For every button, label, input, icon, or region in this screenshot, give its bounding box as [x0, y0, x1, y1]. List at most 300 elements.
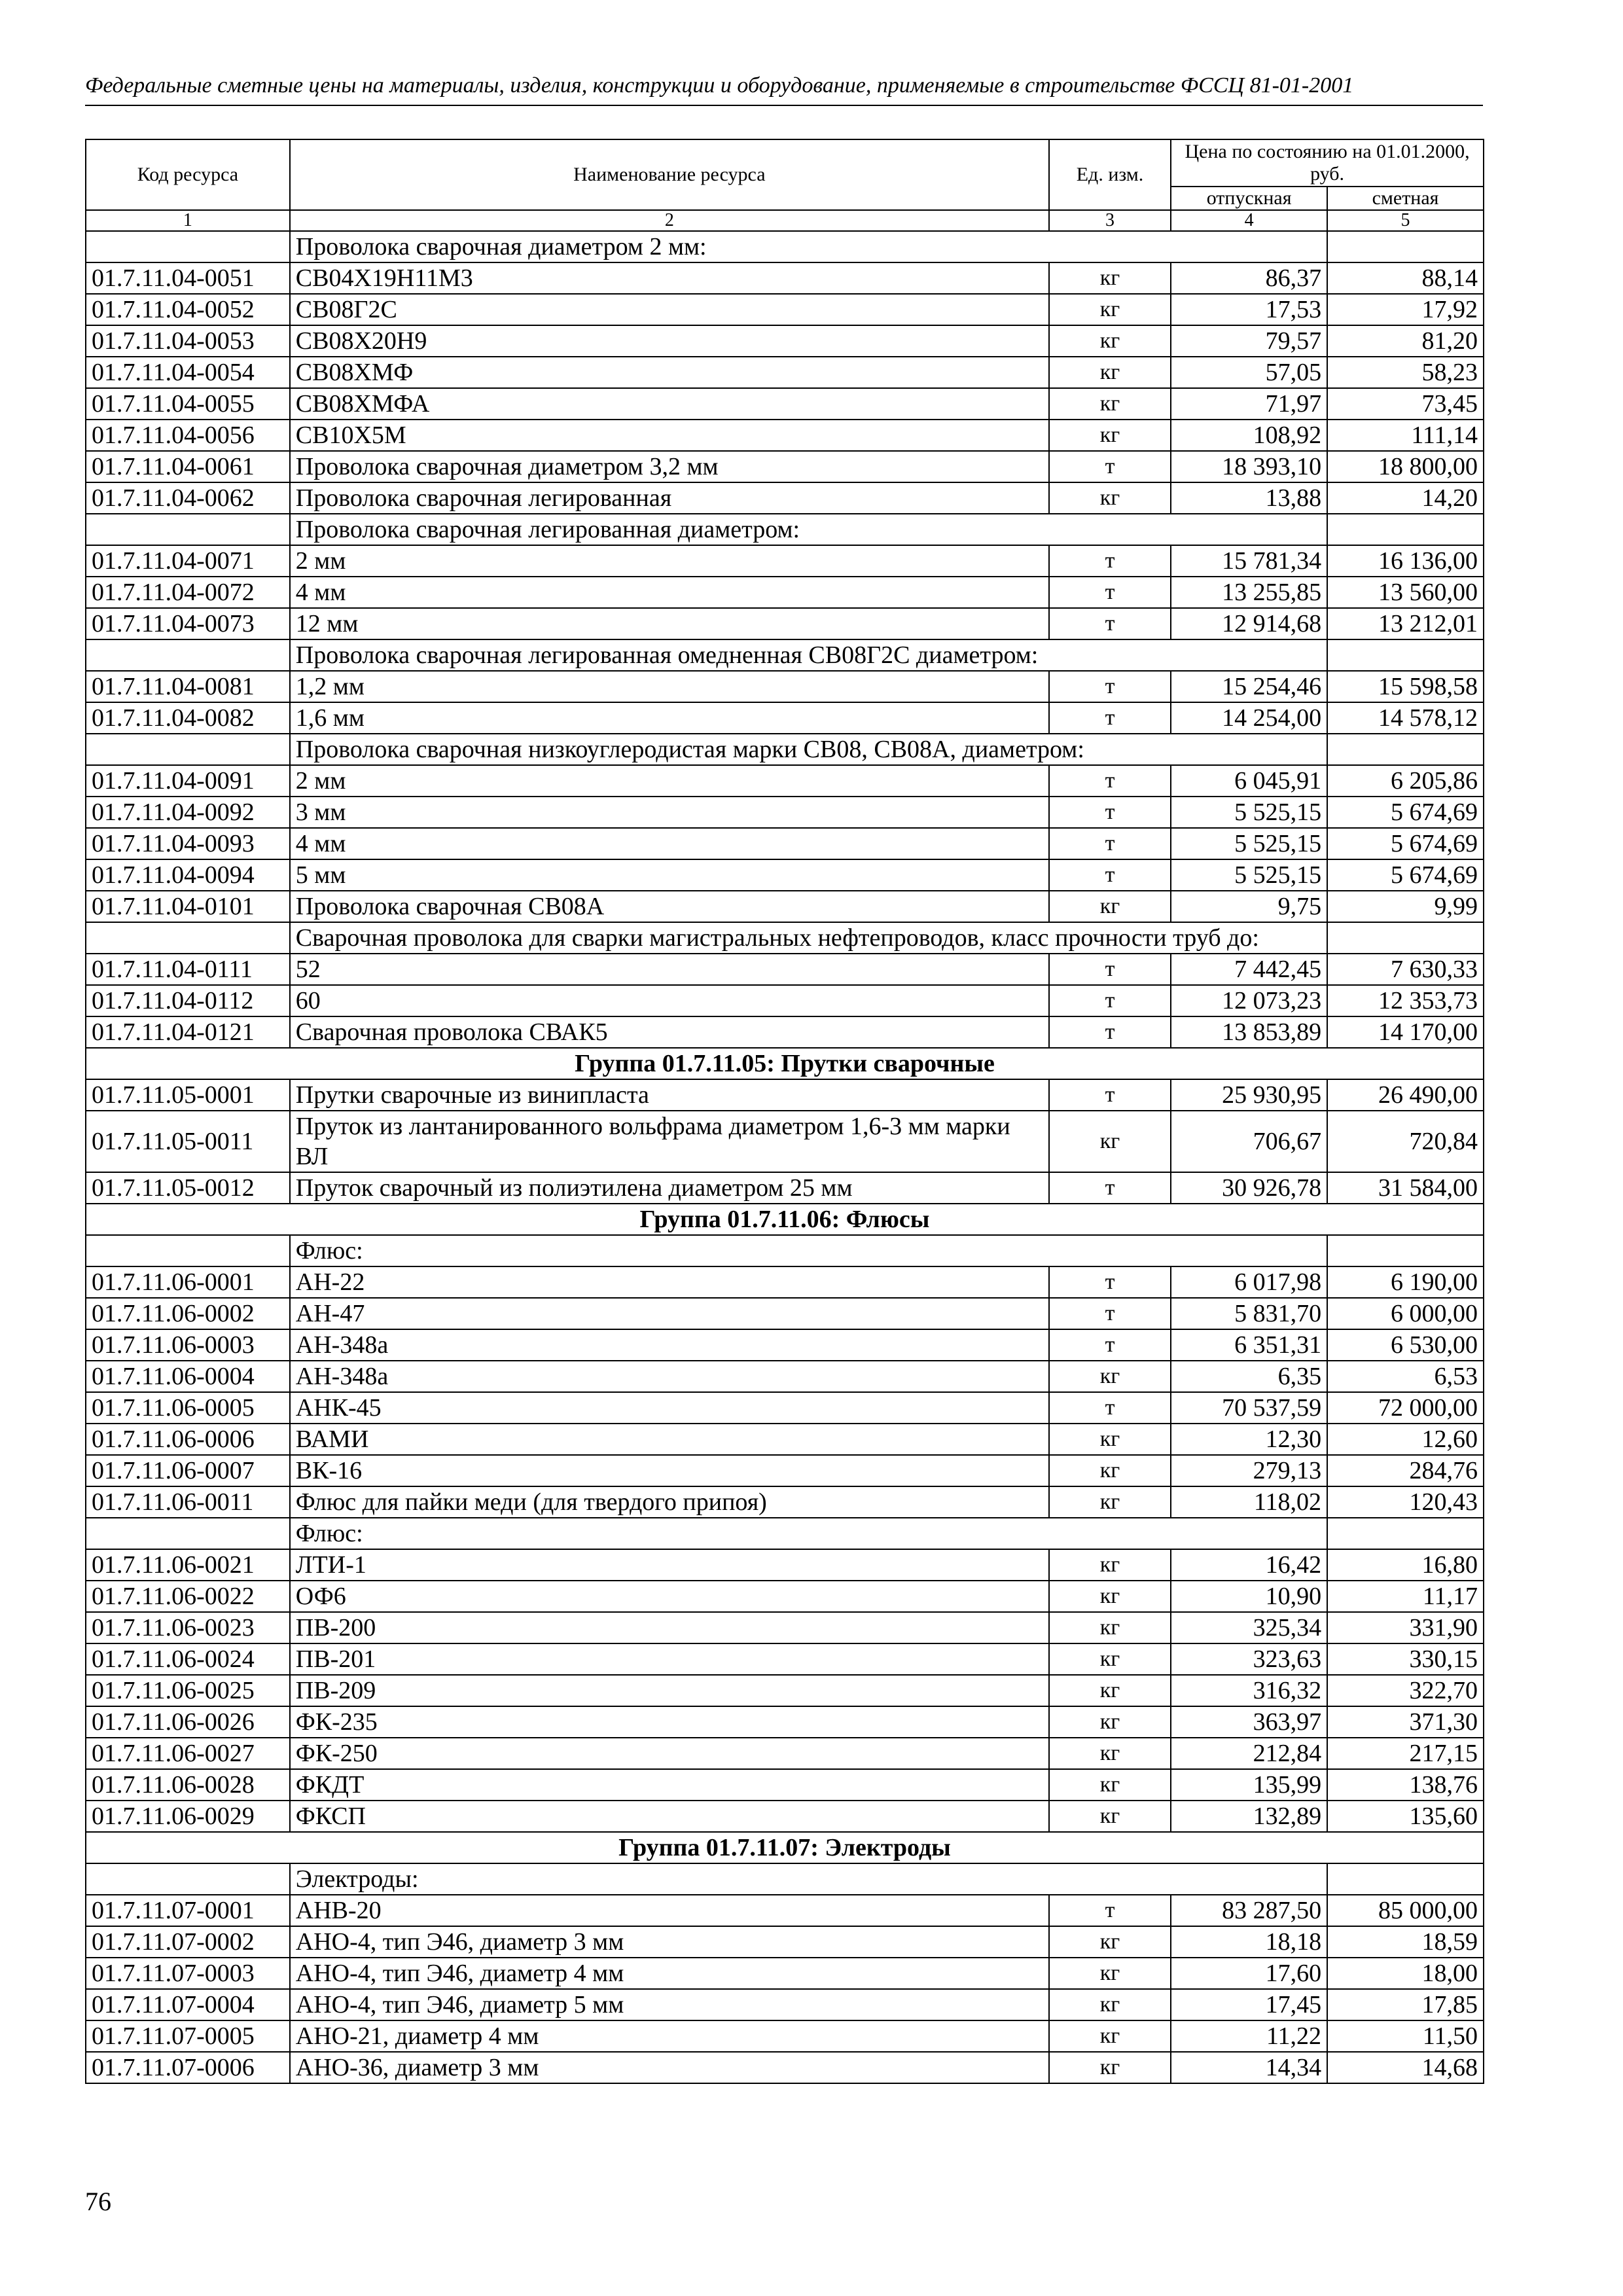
resource-name: Проволока сварочная СВ08А	[290, 891, 1049, 922]
unit-of-measure: кг	[1049, 1926, 1171, 1958]
subheading-row	[86, 514, 1484, 545]
estimate-price: 88,14	[1327, 262, 1484, 294]
release-price: 6 351,31	[1171, 1329, 1327, 1361]
resource-name: ПВ-201	[290, 1643, 1049, 1675]
table-row	[86, 1581, 1484, 1612]
resource-code: 01.7.11.06-0011	[86, 1486, 290, 1518]
resource-code	[86, 231, 290, 262]
release-price: 86,37	[1171, 262, 1327, 294]
empty-cell	[1327, 1863, 1484, 1895]
resource-code: 01.7.11.05-0001	[86, 1079, 290, 1111]
table-row	[86, 1675, 1484, 1706]
release-price: 18,18	[1171, 1926, 1327, 1958]
table-row	[86, 1989, 1484, 2020]
subheading-row	[86, 1518, 1484, 1549]
release-price: 15 781,34	[1171, 545, 1327, 577]
unit-of-measure: кг	[1049, 891, 1171, 922]
resource-code: 01.7.11.04-0056	[86, 420, 290, 451]
subheading: Проволока сварочная легированная диаметром:	[290, 514, 1327, 545]
unit-of-measure: кг	[1049, 357, 1171, 388]
table-row	[86, 1958, 1484, 1989]
unit-of-measure: т	[1049, 451, 1171, 482]
release-price: 12 073,23	[1171, 985, 1327, 1016]
resource-name: 12 мм	[290, 608, 1049, 639]
resource-name: ВК-16	[290, 1455, 1049, 1486]
release-price: 83 287,50	[1171, 1895, 1327, 1926]
table-body	[86, 231, 1484, 2083]
resource-code: 01.7.11.06-0022	[86, 1581, 290, 1612]
release-price: 17,53	[1171, 294, 1327, 325]
table-row	[86, 859, 1484, 891]
resource-name: Проволока сварочная легированная	[290, 482, 1049, 514]
resource-code: 01.7.11.04-0073	[86, 608, 290, 639]
table-row	[86, 954, 1484, 985]
unit-of-measure: кг	[1049, 1801, 1171, 1832]
unit-of-measure: кг	[1049, 2020, 1171, 2052]
unit-of-measure: кг	[1049, 420, 1171, 451]
estimate-price: 14 170,00	[1327, 1016, 1484, 1048]
estimate-price: 17,92	[1327, 294, 1484, 325]
subheading: Проволока сварочная низкоуглеродистая марки СВ08, СВ08А, диаметром:	[290, 734, 1327, 765]
resource-code: 01.7.11.07-0003	[86, 1958, 290, 1989]
unit-of-measure: т	[1049, 985, 1171, 1016]
unit-of-measure: кг	[1049, 1111, 1171, 1172]
header-name: Наименование ресурса	[290, 139, 1049, 210]
resource-name: 4 мм	[290, 828, 1049, 859]
unit-of-measure: т	[1049, 1329, 1171, 1361]
unit-of-measure: кг	[1049, 482, 1171, 514]
resource-name: 5 мм	[290, 859, 1049, 891]
release-price: 132,89	[1171, 1801, 1327, 1832]
resource-name: АН-47	[290, 1298, 1049, 1329]
resource-code: 01.7.11.04-0111	[86, 954, 290, 985]
estimate-price: 31 584,00	[1327, 1172, 1484, 1204]
estimate-price: 6 190,00	[1327, 1266, 1484, 1298]
resource-name: АНО-21, диаметр 4 мм	[290, 2020, 1049, 2052]
estimate-price: 14,20	[1327, 482, 1484, 514]
resource-code: 01.7.11.04-0082	[86, 702, 290, 734]
release-price: 6 045,91	[1171, 765, 1327, 797]
resource-name: АНК-45	[290, 1392, 1049, 1424]
release-price: 57,05	[1171, 357, 1327, 388]
unit-of-measure: кг	[1049, 1958, 1171, 1989]
table-row	[86, 1769, 1484, 1801]
unit-of-measure: кг	[1049, 1738, 1171, 1769]
header-rule	[85, 105, 1483, 106]
resource-name: 1,2 мм	[290, 671, 1049, 702]
resource-code: 01.7.11.04-0093	[86, 828, 290, 859]
table-row	[86, 420, 1484, 451]
estimate-price: 720,84	[1327, 1111, 1484, 1172]
table-row	[86, 1612, 1484, 1643]
estimate-price: 16 136,00	[1327, 545, 1484, 577]
estimate-price: 17,85	[1327, 1989, 1484, 2020]
resource-code	[86, 922, 290, 954]
resource-code: 01.7.11.05-0011	[86, 1111, 290, 1172]
col-number: 1	[86, 210, 290, 231]
resource-code: 01.7.11.06-0027	[86, 1738, 290, 1769]
release-price: 5 525,15	[1171, 859, 1327, 891]
table-row	[86, 1486, 1484, 1518]
unit-of-measure: т	[1049, 1392, 1171, 1424]
subheading: Проволока сварочная диаметром 2 мм:	[290, 231, 1327, 262]
resource-code: 01.7.11.04-0112	[86, 985, 290, 1016]
estimate-price: 12 353,73	[1327, 985, 1484, 1016]
table-row	[86, 1549, 1484, 1581]
release-price: 706,67	[1171, 1111, 1327, 1172]
resource-code: 01.7.11.07-0004	[86, 1989, 290, 2020]
unit-of-measure: т	[1049, 702, 1171, 734]
release-price: 108,92	[1171, 420, 1327, 451]
resource-name: ОФ6	[290, 1581, 1049, 1612]
table-row	[86, 1079, 1484, 1111]
table-row	[86, 2020, 1484, 2052]
empty-cell	[1327, 514, 1484, 545]
release-price: 15 254,46	[1171, 671, 1327, 702]
table-row	[86, 388, 1484, 420]
resource-name: ФК-250	[290, 1738, 1049, 1769]
unit-of-measure: кг	[1049, 1361, 1171, 1392]
document-header: Федеральные сметные цены на материалы, изделия, конструкции и оборудование, применяемые в строительстве ФССЦ 81-01-2001	[85, 73, 1354, 98]
resource-code: 01.7.11.06-0023	[86, 1612, 290, 1643]
resource-code: 01.7.11.04-0053	[86, 325, 290, 357]
estimate-price: 13 212,01	[1327, 608, 1484, 639]
resource-code: 01.7.11.07-0005	[86, 2020, 290, 2052]
subheading-row	[86, 1235, 1484, 1266]
header-price: Цена по состоянию на 01.01.2000, руб.	[1171, 139, 1484, 187]
resource-name: АНО-4, тип Э46, диаметр 4 мм	[290, 1958, 1049, 1989]
unit-of-measure: кг	[1049, 1581, 1171, 1612]
resource-name: СВ08Х20Н9	[290, 325, 1049, 357]
subheading-row	[86, 231, 1484, 262]
unit-of-measure: т	[1049, 765, 1171, 797]
release-price: 13,88	[1171, 482, 1327, 514]
release-price: 5 525,15	[1171, 828, 1327, 859]
unit-of-measure: кг	[1049, 1455, 1171, 1486]
resource-name: Прутки сварочные из винипласта	[290, 1079, 1049, 1111]
table-row	[86, 1172, 1484, 1204]
release-price: 6 017,98	[1171, 1266, 1327, 1298]
table-row	[86, 451, 1484, 482]
resource-code: 01.7.11.06-0003	[86, 1329, 290, 1361]
release-price: 17,45	[1171, 1989, 1327, 2020]
unit-of-measure: кг	[1049, 1643, 1171, 1675]
resource-code: 01.7.11.04-0062	[86, 482, 290, 514]
resource-code: 01.7.11.06-0007	[86, 1455, 290, 1486]
header-estimate-price: сметная	[1327, 187, 1484, 210]
subheading-row	[86, 922, 1484, 954]
resource-name: АНО-36, диаметр 3 мм	[290, 2052, 1049, 2083]
release-price: 70 537,59	[1171, 1392, 1327, 1424]
resource-name: СВ04Х19Н11М3	[290, 262, 1049, 294]
table-row	[86, 1266, 1484, 1298]
estimate-price: 7 630,33	[1327, 954, 1484, 985]
resource-name: СВ10Х5М	[290, 420, 1049, 451]
table-row	[86, 1298, 1484, 1329]
group-heading-row	[86, 1204, 1484, 1235]
resource-name: 3 мм	[290, 797, 1049, 828]
release-price: 363,97	[1171, 1706, 1327, 1738]
table-row	[86, 765, 1484, 797]
resource-name: 52	[290, 954, 1049, 985]
unit-of-measure: кг	[1049, 1769, 1171, 1801]
resource-code	[86, 1518, 290, 1549]
estimate-price: 5 674,69	[1327, 797, 1484, 828]
release-price: 316,32	[1171, 1675, 1327, 1706]
table-row	[86, 482, 1484, 514]
resource-code	[86, 639, 290, 671]
table-row	[86, 702, 1484, 734]
resource-code	[86, 1863, 290, 1895]
resource-name: АН-348а	[290, 1329, 1049, 1361]
release-price: 11,22	[1171, 2020, 1327, 2052]
empty-cell	[1327, 1518, 1484, 1549]
unit-of-measure: кг	[1049, 2052, 1171, 2083]
resource-code: 01.7.11.04-0061	[86, 451, 290, 482]
unit-of-measure: кг	[1049, 294, 1171, 325]
estimate-price: 371,30	[1327, 1706, 1484, 1738]
estimate-price: 26 490,00	[1327, 1079, 1484, 1111]
resource-code: 01.7.11.04-0092	[86, 797, 290, 828]
table-row	[86, 1706, 1484, 1738]
subheading: Электроды:	[290, 1863, 1327, 1895]
release-price: 18 393,10	[1171, 451, 1327, 482]
table-row	[86, 294, 1484, 325]
resource-code: 01.7.11.06-0002	[86, 1298, 290, 1329]
estimate-price: 12,60	[1327, 1424, 1484, 1455]
resource-code: 01.7.11.04-0054	[86, 357, 290, 388]
resource-code	[86, 734, 290, 765]
unit-of-measure: т	[1049, 1172, 1171, 1204]
col-number: 4	[1171, 210, 1327, 231]
estimate-price: 6 205,86	[1327, 765, 1484, 797]
subheading: Флюс:	[290, 1518, 1327, 1549]
estimate-price: 217,15	[1327, 1738, 1484, 1769]
release-price: 9,75	[1171, 891, 1327, 922]
unit-of-measure: т	[1049, 828, 1171, 859]
estimate-price: 58,23	[1327, 357, 1484, 388]
table-row	[86, 1895, 1484, 1926]
release-price: 17,60	[1171, 1958, 1327, 1989]
unit-of-measure: кг	[1049, 325, 1171, 357]
empty-cell	[1327, 922, 1484, 954]
table-row	[86, 828, 1484, 859]
resource-code: 01.7.11.04-0094	[86, 859, 290, 891]
estimate-price: 85 000,00	[1327, 1895, 1484, 1926]
empty-cell	[1327, 231, 1484, 262]
resource-name: Проволока сварочная диаметром 3,2 мм	[290, 451, 1049, 482]
table-row	[86, 325, 1484, 357]
unit-of-measure: т	[1049, 577, 1171, 608]
resource-code: 01.7.11.04-0071	[86, 545, 290, 577]
unit-of-measure: т	[1049, 1298, 1171, 1329]
unit-of-measure: т	[1049, 1079, 1171, 1111]
unit-of-measure: т	[1049, 859, 1171, 891]
resource-code: 01.7.11.06-0026	[86, 1706, 290, 1738]
estimate-price: 330,15	[1327, 1643, 1484, 1675]
col-number: 3	[1049, 210, 1171, 231]
resource-name: АН-22	[290, 1266, 1049, 1298]
header-unit: Ед. изм.	[1049, 139, 1171, 210]
resource-name: 2 мм	[290, 765, 1049, 797]
unit-of-measure: кг	[1049, 388, 1171, 420]
table-row	[86, 1111, 1484, 1172]
release-price: 212,84	[1171, 1738, 1327, 1769]
unit-of-measure: кг	[1049, 1989, 1171, 2020]
resource-code: 01.7.11.06-0025	[86, 1675, 290, 1706]
release-price: 13 853,89	[1171, 1016, 1327, 1048]
resource-name: ПВ-209	[290, 1675, 1049, 1706]
resource-name: 2 мм	[290, 545, 1049, 577]
resource-code: 01.7.11.06-0028	[86, 1769, 290, 1801]
table-row	[86, 1643, 1484, 1675]
resource-name: СВ08ХМФ	[290, 357, 1049, 388]
resource-name: Пруток из лантанированного вольфрама диаметром 1,6-3 мм марки ВЛ	[290, 1111, 1049, 1172]
subheading: Флюс:	[290, 1235, 1327, 1266]
estimate-price: 5 674,69	[1327, 859, 1484, 891]
resource-name: 4 мм	[290, 577, 1049, 608]
release-price: 14 254,00	[1171, 702, 1327, 734]
release-price: 7 442,45	[1171, 954, 1327, 985]
release-price: 6,35	[1171, 1361, 1327, 1392]
subheading: Сварочная проволока для сварки магистральных нефтепроводов, класс прочности труб до:	[290, 922, 1327, 954]
resource-name: Флюс для пайки меди (для твердого припоя)	[290, 1486, 1049, 1518]
resource-code: 01.7.11.07-0006	[86, 2052, 290, 2083]
resource-name: ФКДТ	[290, 1769, 1049, 1801]
resource-name: 60	[290, 985, 1049, 1016]
resource-name: АНО-4, тип Э46, диаметр 5 мм	[290, 1989, 1049, 2020]
table-row	[86, 797, 1484, 828]
release-price: 14,34	[1171, 2052, 1327, 2083]
estimate-price: 16,80	[1327, 1549, 1484, 1581]
resource-name: АН-348а	[290, 1361, 1049, 1392]
unit-of-measure: кг	[1049, 1549, 1171, 1581]
estimate-price: 14 578,12	[1327, 702, 1484, 734]
release-price: 5 525,15	[1171, 797, 1327, 828]
resource-code: 01.7.11.05-0012	[86, 1172, 290, 1204]
unit-of-measure: т	[1049, 545, 1171, 577]
resource-code	[86, 1235, 290, 1266]
unit-of-measure: кг	[1049, 1706, 1171, 1738]
subheading-row	[86, 734, 1484, 765]
estimate-price: 72 000,00	[1327, 1392, 1484, 1424]
release-price: 13 255,85	[1171, 577, 1327, 608]
release-price: 10,90	[1171, 1581, 1327, 1612]
table-row	[86, 545, 1484, 577]
estimate-price: 18,59	[1327, 1926, 1484, 1958]
empty-cell	[1327, 1235, 1484, 1266]
estimate-price: 18 800,00	[1327, 451, 1484, 482]
resource-name: ВАМИ	[290, 1424, 1049, 1455]
table-row	[86, 1329, 1484, 1361]
release-price: 323,63	[1171, 1643, 1327, 1675]
group-heading: Группа 01.7.11.07: Электроды	[86, 1832, 1484, 1863]
resource-code: 01.7.11.06-0004	[86, 1361, 290, 1392]
table-row	[86, 1801, 1484, 1832]
release-price: 79,57	[1171, 325, 1327, 357]
resource-code: 01.7.11.06-0005	[86, 1392, 290, 1424]
estimate-price: 11,50	[1327, 2020, 1484, 2052]
col-number: 2	[290, 210, 1049, 231]
release-price: 279,13	[1171, 1455, 1327, 1486]
release-price: 16,42	[1171, 1549, 1327, 1581]
resource-name: ПВ-200	[290, 1612, 1049, 1643]
table-row	[86, 357, 1484, 388]
release-price: 12,30	[1171, 1424, 1327, 1455]
resource-code: 01.7.11.06-0001	[86, 1266, 290, 1298]
table-row	[86, 671, 1484, 702]
estimate-price: 73,45	[1327, 388, 1484, 420]
estimate-price: 81,20	[1327, 325, 1484, 357]
table-row	[86, 891, 1484, 922]
subheading-row	[86, 639, 1484, 671]
group-heading: Группа 01.7.11.05: Прутки сварочные	[86, 1048, 1484, 1079]
unit-of-measure: т	[1049, 797, 1171, 828]
estimate-price: 11,17	[1327, 1581, 1484, 1612]
table-row	[86, 1016, 1484, 1048]
price-table	[85, 139, 1484, 2084]
page-number: 76	[85, 2187, 111, 2216]
release-price: 12 914,68	[1171, 608, 1327, 639]
unit-of-measure: т	[1049, 1895, 1171, 1926]
resource-code: 01.7.11.04-0055	[86, 388, 290, 420]
unit-of-measure: кг	[1049, 1424, 1171, 1455]
resource-code: 01.7.11.04-0091	[86, 765, 290, 797]
col-number: 5	[1327, 210, 1484, 231]
subheading-row	[86, 1863, 1484, 1895]
empty-cell	[1327, 734, 1484, 765]
unit-of-measure: т	[1049, 671, 1171, 702]
estimate-price: 9,99	[1327, 891, 1484, 922]
resource-name: ФК-235	[290, 1706, 1049, 1738]
release-price: 25 930,95	[1171, 1079, 1327, 1111]
table-row	[86, 262, 1484, 294]
resource-name: АНО-4, тип Э46, диаметр 3 мм	[290, 1926, 1049, 1958]
estimate-price: 6,53	[1327, 1361, 1484, 1392]
estimate-price: 120,43	[1327, 1486, 1484, 1518]
resource-code: 01.7.11.04-0072	[86, 577, 290, 608]
release-price: 135,99	[1171, 1769, 1327, 1801]
group-heading: Группа 01.7.11.06: Флюсы	[86, 1204, 1484, 1235]
release-price: 5 831,70	[1171, 1298, 1327, 1329]
table-row	[86, 1455, 1484, 1486]
unit-of-measure: т	[1049, 1016, 1171, 1048]
resource-name: ЛТИ-1	[290, 1549, 1049, 1581]
table-row	[86, 608, 1484, 639]
table-row	[86, 577, 1484, 608]
resource-code: 01.7.11.04-0052	[86, 294, 290, 325]
group-heading-row	[86, 1048, 1484, 1079]
resource-code: 01.7.11.06-0021	[86, 1549, 290, 1581]
release-price: 118,02	[1171, 1486, 1327, 1518]
unit-of-measure: кг	[1049, 1675, 1171, 1706]
unit-of-measure: т	[1049, 608, 1171, 639]
resource-code: 01.7.11.07-0001	[86, 1895, 290, 1926]
resource-code	[86, 514, 290, 545]
subheading: Проволока сварочная легированная омедненная СВ08Г2С диаметром:	[290, 639, 1327, 671]
table-row	[86, 1926, 1484, 1958]
header-code: Код ресурса	[86, 139, 290, 210]
estimate-price: 322,70	[1327, 1675, 1484, 1706]
estimate-price: 138,76	[1327, 1769, 1484, 1801]
resource-name: СВ08Г2С	[290, 294, 1049, 325]
resource-name: Сварочная проволока СВАК5	[290, 1016, 1049, 1048]
table-row	[86, 1361, 1484, 1392]
resource-code: 01.7.11.04-0081	[86, 671, 290, 702]
table-row	[86, 1392, 1484, 1424]
resource-code: 01.7.11.06-0024	[86, 1643, 290, 1675]
estimate-price: 331,90	[1327, 1612, 1484, 1643]
